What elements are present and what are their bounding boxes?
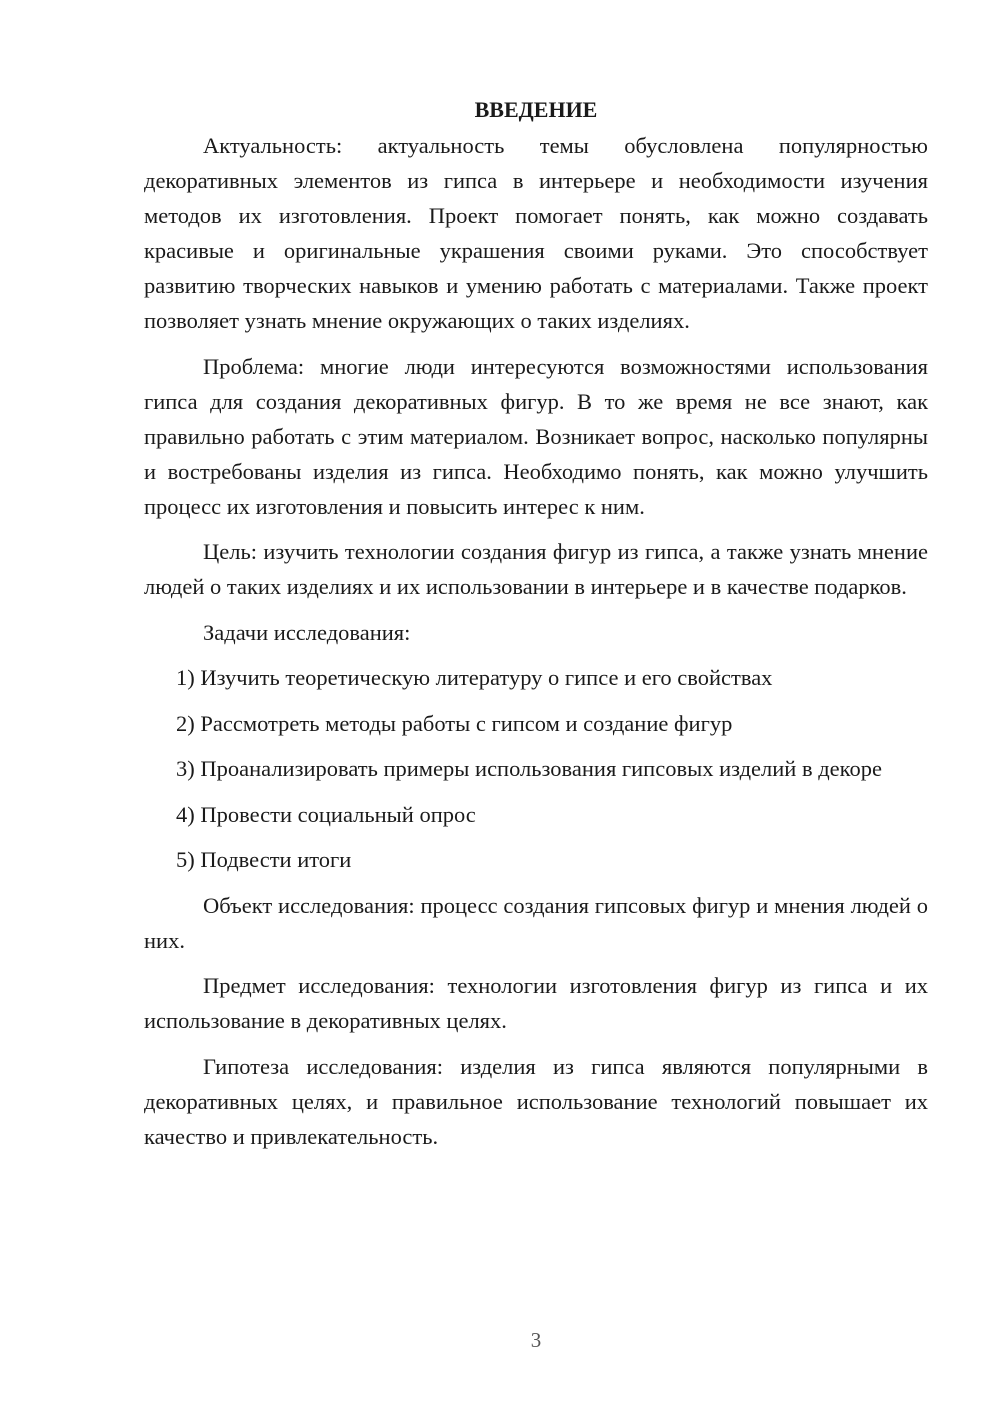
paragraph-problem: Проблема: многие люди интересуются возможностями использования гипса для создания декоративных фигур. В то же время не все знают, как правильно работать с этим материалом. Возникает вопрос, насколько популярны и востребованы изделия из гипса. Необходимо понять, как можно улучшить процесс их изготовления и повысить интерес к ним. [144,353,928,519]
page-number: 3 [530,1328,542,1352]
task-item-5: 5) Подвести итоги [176,847,352,872]
paragraph-tasks-title: Задачи исследования: [203,619,411,645]
task-item-1: 1) Изучить теоретическую литературу о гипсе и его свойствах [176,665,773,690]
document-page [144,92,928,1154]
section-heading: ВВЕДЕНИЕ [474,97,598,122]
task-item-4: 4) Провести социальный опрос [176,801,476,827]
paragraph-hypothesis: Гипотеза исследования: изделия из гипса являются популярными в декоративных целях, и правильное использование технологий повышает их качество и привлекательность. [144,1053,928,1149]
paragraph-goal: Цель: изучить технологии создания фигур из гипса, а также узнать мнение людей о таких изделиях и их использовании в интерьере и в качестве подарков. [144,539,928,599]
paragraph-object: Объект исследования: процесс создания гипсовых фигур и мнения людей о них. [144,892,928,953]
paragraph-actuality: Актуальность: актуальность темы обусловлена популярностью декоративных элементов из гипса в интерьере и необходимости изучения методов их изготовления. Проект помогает понять, как можно создавать красивые и оригинальные украшения своими руками. Это способствует развитию творческих навыков и умению работать с материалами. Также проект позволяет узнать мнение окружающих о таких изделиях. [144,133,928,333]
task-item-2: 2) Рассмотреть методы работы с гипсом и создание фигур [176,710,733,736]
paragraph-subject: Предмет исследования: технологии изготовления фигур из гипса и их использование в декоративных целях. [144,973,928,1033]
task-item-3: 3) Проанализировать примеры использования гипсовых изделий в декоре [176,756,882,781]
